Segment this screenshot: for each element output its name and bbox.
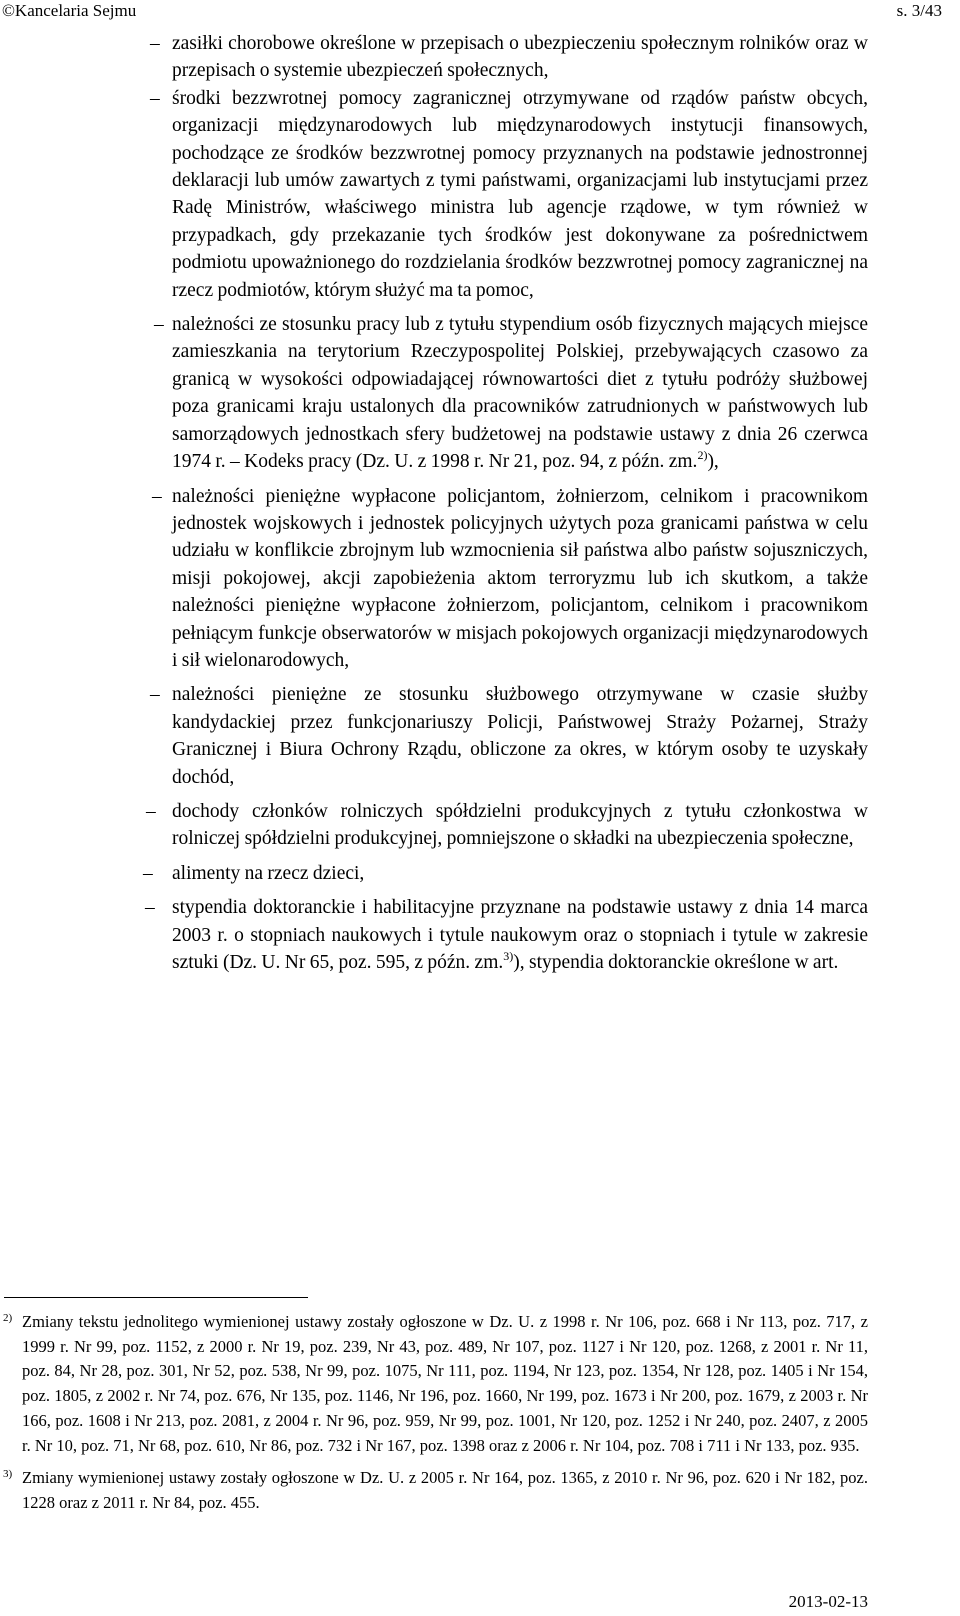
list-item-text: dochody członków rolniczych spółdzielni produkcyjnych z tytułu członkostwa w rolniczej spółdzielni produkcyjnej, pomniejszone o składki na ubezpieczenia społeczne, bbox=[172, 800, 868, 850]
list-dash: – bbox=[150, 87, 160, 109]
list-item bbox=[0, 860, 960, 887]
list-item bbox=[0, 30, 960, 85]
footnotes bbox=[0, 1310, 960, 1516]
list-dash: – bbox=[145, 897, 155, 919]
list-item-text: stypendia doktoranckie i habilitacyjne przyznane na podstawie ustawy z dnia 14 marca 2003 r. o stopniach naukowych i tytule naukowym oraz o stopniach i tytule w zakresie sztuki (Dz. U. Nr 65, poz. 595, z późn. zm. bbox=[172, 897, 868, 973]
page-number: s. 3/43 bbox=[896, 1, 942, 20]
list-dash: – bbox=[146, 800, 156, 822]
list-item-text: należności pieniężne wypłacone policjantom, żołnierzom, celnikom i pracownikom jednostek wojskowych i jednostek policyjnych użytych poza granicami państwa w celu udziału w konflikcie zbrojnym lub wzmocnienia sił państwa albo państw sojuszniczych, misji pokojowej, akcji zapobieżenia aktom terroryzmu lub ich skutkom, a także należności pieniężne wypłacone żołnierzom, policjantom, celnikom i pracownikom pełniącym funkcje obserwatorów w misjach pokojowych organizacji międzynarodowych i sił wielonarodowych, bbox=[172, 485, 868, 671]
footnote-mark: 2) bbox=[3, 1312, 13, 1324]
list-item-text: należności ze stosunku pracy lub z tytułu stypendium osób fizycznych mających miejsce zamieszkania na terytorium Rzeczypospolitej Polskiej, przebywających czasowo za granicą w wysokości odpowiadającej równowartości diet z tytułu podróży służbowej poza granicami kraju ustalonych dla pracowników zatrudnionych w państwowych lub samorządowych jednostkach sfery budżetowej na podstawie ustawy z dnia 26 czerwca 1974 r. – Kodeks pracy (Dz. U. z 1998 r. Nr 21, poz. 94, z późn. zm. bbox=[172, 314, 868, 473]
footer-date: 2013-02-13 bbox=[788, 1592, 868, 1611]
list-item-text: alimenty na rzecz dzieci, bbox=[172, 862, 365, 884]
list-dash: – bbox=[154, 314, 164, 336]
footnote bbox=[0, 1466, 960, 1515]
footnote-separator bbox=[4, 1297, 308, 1298]
list-dash: – bbox=[150, 33, 160, 54]
header-source: ©Kancelaria Sejmu bbox=[2, 1, 137, 20]
list-item bbox=[0, 483, 960, 675]
list-item bbox=[0, 798, 960, 853]
list-items bbox=[0, 30, 960, 976]
list-item bbox=[0, 85, 960, 304]
footnote-ref: 2) bbox=[697, 447, 708, 462]
list-item-tail: ), stypendia doktoranckie określone w art. bbox=[513, 952, 839, 973]
list-item-tail: ), bbox=[707, 451, 719, 473]
list-item bbox=[0, 311, 960, 475]
list-item bbox=[0, 894, 960, 976]
footnote-text: Zmiany wymienionej ustawy zostały ogłoszone w Dz. U. z 2005 r. Nr 164, poz. 1365, z 2010 r. Nr 96, poz. 620 i Nr 182, poz. 1228 oraz z 2011 r. Nr 84, poz. 455. bbox=[22, 1468, 868, 1512]
footnote-text: Zmiany tekstu jednolitego wymienionej ustawy zostały ogłoszone w Dz. U. z 1998 r. Nr 106, poz. 668 i Nr 113, poz. 717, z 1999 r. Nr 99, poz. 1152, z 2000 r. Nr 19, poz. 239, Nr 43, poz. 489, Nr 107, poz. 1127 i Nr 120, poz. 1268, z 2001 r. Nr 11, poz. 84, Nr 28, poz. 301, Nr 52, poz. 538, Nr 99, poz. 1075, Nr 111, poz. 1194, Nr 123, poz. 1354, Nr 128, poz. 1405 i Nr 154, poz. 1805, z 2002 r. Nr 74, poz. 676, Nr 135, poz. 1146, Nr 196, poz. 1660, Nr 199, poz. 1673 i Nr 200, poz. 1679, z 2003 r. Nr 166, poz. 1608 i Nr 213, poz. 2081, z 2004 r. Nr 96, poz. 959, Nr 99, poz. 1001, Nr 120, poz. 1252 i Nr 240, poz. 2407, z 2005 r. Nr 10, poz. 71, Nr 68, poz. 610, Nr 86, poz. 732 i Nr 167, poz. 1398 oraz z 2006 r. Nr 104, poz. 708 i 711 i Nr 133, poz. 935. bbox=[22, 1312, 868, 1455]
list-dash: – bbox=[143, 862, 153, 884]
list-item-text: należności pieniężne ze stosunku służbowego otrzymywane w czasie służby kandydackiej przez funkcjonariuszy Policji, Państwowej Straży Pożarnej, Straży Granicznej i Biura Ochrony Rządu, obliczone za okres, w którym osoby te uzyskały dochód, bbox=[172, 684, 868, 788]
footnote-ref: 3) bbox=[503, 948, 514, 963]
list-dash: – bbox=[150, 684, 160, 706]
list-item bbox=[0, 681, 960, 791]
list-dash: – bbox=[152, 485, 162, 507]
list-item-text: środki bezzwrotnej pomocy zagranicznej otrzymywane od rządów państw obcych, organizacji międzynarodowych lub międzynarodowych instytucji finansowych, pochodzące ze środków bezzwrotnej pomocy przyznanych na podstawie jednostronnej deklaracji lub umów zawartych z tymi państwami, organizacjami lub instytucjami przez Radę Ministrów, właściwego ministra lub agencje rządowe, w tym również w przypadkach, gdy przekazanie tych środków jest dokonywane za pośrednictwem podmiotu upoważnionego do rozdzielania środków bezzwrotnej pomocy zagranicznej na rzecz podmiotów, którym służyć ma ta pomoc, bbox=[172, 87, 868, 301]
list-item-text: zasiłki chorobowe określone w przepisach o ubezpieczeniu społecznym rolników oraz w przepisach o systemie ubezpieczeń społecznych, bbox=[172, 33, 868, 82]
footnote-mark: 3) bbox=[3, 1468, 13, 1481]
footnote bbox=[0, 1310, 960, 1458]
